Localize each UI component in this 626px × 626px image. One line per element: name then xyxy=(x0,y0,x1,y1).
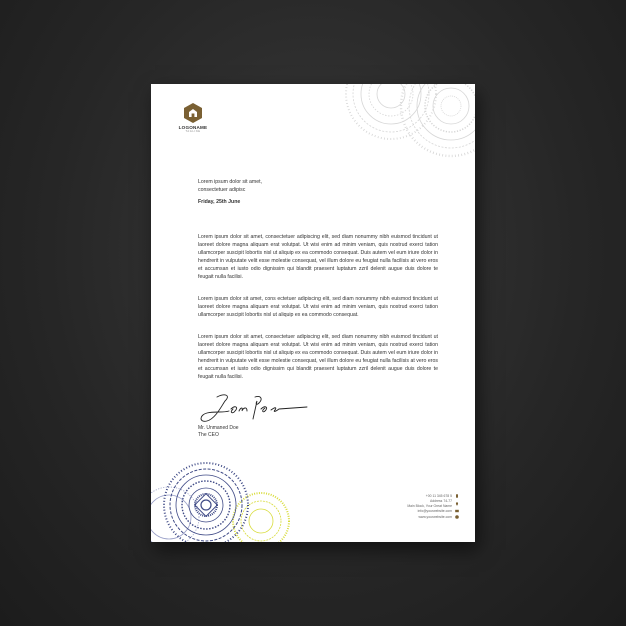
body-paragraph-3: Lorem ipsum dolor sit amet, consectetuer adipiscing elit, sed diam nonummy nibh euismod tincidunt ut laoreet dolore magna aliquam erat volutpat. Ut wisi enim ad minim veniam, quis nostrud exerci tation ullamcorper suscipit lobortis nisl ut aliquip ex ea commodo consequat. Duis autem vel eum iriure dolor in hendrerit in vulputate velit esse molestie consequat, vel illum dolore eu feugiat nulla facilisis at vero eros et accumsan et iusto odio dignissim qui blandit praesent luptatum zzril delenit augue duis dolore te feugait nulla facilisi. xyxy=(198,334,438,380)
contact-website-row xyxy=(349,514,459,520)
mail-icon xyxy=(455,509,459,513)
letterhead-page xyxy=(151,84,475,542)
address-line-2: consectetuer adipisc xyxy=(198,186,246,193)
address-line-1: Lorem ipsum dolor sit amet, xyxy=(198,179,263,185)
contact-address-row xyxy=(349,499,459,508)
phone-icon xyxy=(455,494,459,498)
signer-block xyxy=(198,425,239,439)
body-paragraph-1: Lorem ipsum dolor sit amet, consectetuer adipiscing elit, sed diam nonummy nibh euismod tincidunt ut laoreet dolore magna aliquam erat volutpat. Ut wisi enim ad minim veniam, quis nostrud exerci tation ullamcorper suscipit lobortis nisl ut aliquip ex ea commodo consequat. Duis autem vel eum iriure dolor in hendrerit in vulputate velit esse molestie consequat, vel illum dolore eu feugiat nulla facilisis at vero eros et accumsan et iusto odio dignissim qui blandit praesent luptatum zzril delenit augue duis dolore te feugait nulla facilisi. xyxy=(198,234,438,280)
contact-address-line-1: Address 74-77 xyxy=(429,499,452,504)
contact-address-line-2: Main Block, Your Great Name xyxy=(407,503,452,508)
contact-info xyxy=(349,493,459,520)
signer-name: Mr. Unmaned Doe xyxy=(198,425,239,431)
handwritten-signature xyxy=(195,389,315,427)
body-paragraph-2: Lorem ipsum dolor sit amet, cons ectetuer adipiscing elit, sed diam nonummy nibh euismod tincidunt ut laoreet dolore magna aliquam erat volutpat. Ut wisi enim ad minim veniam, quis nostrud exerci tation ullamcorper suscipit lobortis nisl ut aliquip ex ea commodo consequat. xyxy=(198,296,438,318)
contact-phone: +00 11 345 678 5 xyxy=(425,494,452,498)
hexagon-logo-icon xyxy=(183,102,203,124)
recipient-address xyxy=(198,179,358,195)
signer-title: The CEO xyxy=(198,432,219,438)
contact-website: www.yourwebsite.com xyxy=(418,515,452,519)
logo-tagline: TAGLINE xyxy=(185,130,201,133)
contact-email: info@yourwebsite.com xyxy=(417,509,452,513)
letter-date: Friday, 25th June xyxy=(198,199,241,205)
location-icon xyxy=(455,502,459,506)
company-logo xyxy=(177,102,209,133)
globe-icon xyxy=(455,515,459,519)
top-mandala-ornament xyxy=(331,84,475,176)
logo-name: LOGONAME xyxy=(178,125,208,130)
bottom-mandala-ornament xyxy=(151,459,301,542)
